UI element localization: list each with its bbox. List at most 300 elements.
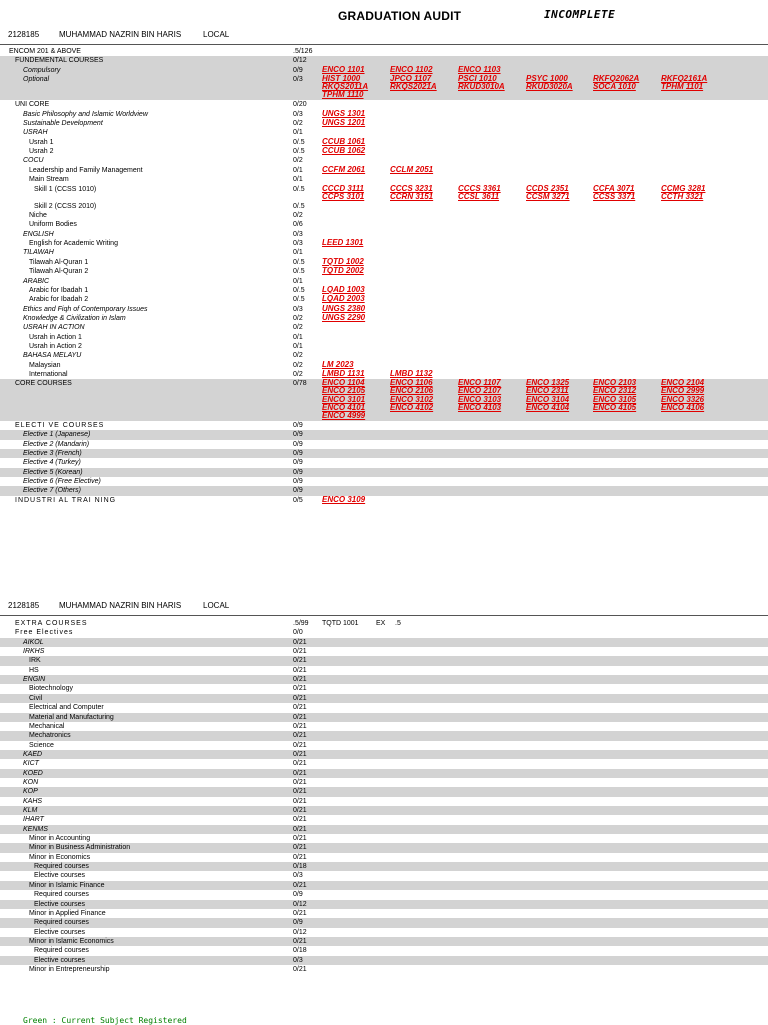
audit-row-elective-3-french [0, 449, 768, 458]
credit-count: .5/126 [293, 48, 313, 55]
credit-count: 0/21 [293, 769, 307, 777]
audit-row-elective-6-free-elective [0, 477, 768, 486]
student-type: LOCAL [203, 30, 230, 39]
requirement-label: Optional [23, 76, 50, 84]
requirement-label: Skill 1 (CCSS 1010) [34, 185, 97, 193]
audit-row-required-courses [0, 890, 768, 899]
student-name: MUHAMMAD NAZRIN BIN HARIS [59, 601, 182, 610]
credit-count: 0/21 [293, 713, 307, 721]
course-link-lqad-1003[interactable]: LQAD 1003 [322, 284, 365, 294]
credit-count: 0/18 [293, 947, 307, 955]
credit-count: 0/21 [293, 694, 307, 702]
course-link-soca-1010[interactable]: SOCA 1010 [593, 82, 636, 92]
audit-row-electrical-and-computer [0, 703, 768, 712]
credit-count: 0/1 [293, 176, 303, 184]
requirement-label: ELECTI VE COURSES [15, 421, 105, 429]
audit-row-niche [0, 211, 768, 220]
audit-row-elective-5-korean [0, 468, 768, 477]
requirement-label: Science [29, 741, 54, 749]
requirement-label: Required courses [34, 863, 89, 871]
requirement-label: Elective courses [34, 928, 85, 936]
credit-count: 0/21 [293, 937, 307, 945]
credit-count: 0/18 [293, 863, 307, 871]
credit-count: 0/21 [293, 807, 307, 814]
audit-row-mechatronics [0, 731, 768, 740]
course-link-enco-1325[interactable]: ENCO 1325 [526, 378, 570, 388]
credit-count: 0/9 [293, 449, 303, 457]
requirement-label: Free Electives [15, 629, 74, 637]
requirement-label: Usrah 1 [29, 138, 54, 146]
audit-row-arabic-for-ibadah-1 [0, 286, 768, 295]
course-link-enco-4102[interactable]: ENCO 4102 [390, 402, 434, 412]
audit-row-arabic-for-ibadah-2 [0, 295, 768, 304]
extra-course-code: EX [376, 620, 386, 627]
course-link-enco-2103[interactable]: ENCO 2103 [593, 378, 637, 388]
credit-count: 0/21 [293, 666, 307, 674]
course-link-ccth-3321[interactable]: CCTH 3321 [661, 191, 704, 201]
audit-row-tilawah-al-quran-2 [0, 267, 768, 276]
course-link-ccmg-3281[interactable]: CCMG 3281 [661, 183, 706, 193]
requirement-label: Niche [29, 212, 47, 220]
course-link-ccds-2351[interactable]: CCDS 2351 [526, 183, 569, 193]
requirement-label: ARABIC [23, 277, 50, 285]
audit-row-elective-7-others [0, 486, 768, 495]
audit-row-knowledge-civilization-in-islam [0, 314, 768, 323]
audit-row-irkhs [0, 647, 768, 656]
course-link-enco-2312[interactable]: ENCO 2312 [593, 386, 637, 396]
credit-count: 0/78 [293, 380, 307, 388]
credit-count: 0/2 [293, 324, 303, 332]
audit-row-elective-4-turkey [0, 458, 768, 467]
requirement-label: BAHASA MELAYU [23, 352, 82, 360]
requirement-label: Elective courses [34, 956, 85, 964]
audit-row-koed [0, 769, 768, 778]
extra-course-credit: .5 [395, 620, 401, 627]
course-link-tphm-1101[interactable]: TPHM 1101 [661, 82, 704, 92]
student-id: 2128185 [8, 601, 40, 610]
credit-count: 0/21 [293, 778, 307, 786]
requirement-label: Elective courses [34, 900, 85, 908]
requirement-label: Compulsory [23, 66, 61, 74]
course-link-leed-1301[interactable]: LEED 1301 [322, 238, 364, 248]
credit-count: 0/12 [293, 928, 307, 936]
credit-count: 0/21 [293, 909, 307, 917]
audit-row-aikol [0, 638, 768, 647]
audit-row-mechanical [0, 722, 768, 731]
credit-count: 0/21 [293, 648, 307, 656]
audit-row-english [0, 230, 768, 239]
requirement-label: Civil [29, 694, 43, 702]
requirement-label: Tilawah Al-Quran 1 [29, 258, 89, 266]
page-title: GRADUATION AUDIT [338, 9, 462, 23]
course-link-enco-4103[interactable]: ENCO 4103 [458, 402, 502, 412]
requirement-label: Required courses [34, 947, 89, 955]
credit-count: 0/3 [293, 240, 303, 248]
requirement-label: INDUSTRI AL TRAI NING [15, 496, 117, 504]
credit-count: 0/21 [293, 788, 307, 796]
audit-row-engin [0, 675, 768, 684]
audit-status: INCOMPLETE [544, 8, 616, 21]
audit-row-fundemental-courses [0, 56, 768, 65]
requirement-label: KOED [23, 769, 43, 777]
course-link-enco-4101[interactable]: ENCO 4101 [322, 402, 366, 412]
extra-course-course: TQTD 1001 [322, 620, 359, 627]
student-name: MUHAMMAD NAZRIN BIN HARIS [59, 30, 182, 39]
credit-count: 0/21 [293, 816, 307, 824]
audit-row-uni-core [0, 100, 768, 109]
audit-row-elective-courses [0, 928, 768, 937]
audit-row-klm [0, 806, 768, 815]
credit-count: .5/99 [293, 620, 309, 627]
audit-row-minor-in-islamic-economics [0, 937, 768, 946]
audit-row-kop [0, 787, 768, 796]
requirement-label: Elective 7 (Others) [23, 487, 81, 495]
requirement-label: KENMS [23, 825, 48, 833]
audit-header [0, 9, 768, 25]
audit-row-free-electives [0, 628, 768, 637]
credit-count: 0/21 [293, 722, 307, 730]
credit-count: 0/3 [293, 76, 303, 84]
audit-row-minor-in-accounting [0, 834, 768, 843]
credit-count: 0/9 [293, 440, 303, 448]
audit-row-cocu [0, 156, 768, 165]
audit-row-science [0, 741, 768, 750]
requirement-label: Mechatronics [29, 732, 71, 740]
requirement-label: Basic Philosophy and Islamic Worldview [23, 110, 148, 118]
audit-row-international [0, 370, 768, 379]
credit-count: 0/1 [293, 166, 303, 174]
audit-row-biotechnology [0, 684, 768, 693]
credit-count: 0/9 [293, 459, 303, 467]
course-link-enco-4104[interactable]: ENCO 4104 [526, 402, 570, 412]
requirement-label: Tilawah Al-Quran 2 [29, 268, 89, 276]
requirement-label: Required courses [34, 919, 89, 927]
course-link-cccs-3231[interactable]: CCCS 3231 [390, 183, 433, 193]
requirement-label: TILAWAH [23, 249, 54, 257]
course-link-ccfa-3071[interactable]: CCFA 3071 [593, 183, 635, 193]
requirement-label: IRK [29, 657, 41, 665]
requirement-label: USRAH [23, 129, 48, 137]
credit-count: 0/21 [293, 881, 307, 889]
course-link-ungs-2380[interactable]: UNGS 2380 [322, 303, 366, 313]
audit-row-arabic [0, 277, 768, 286]
audit-row-elective-courses [0, 900, 768, 909]
requirement-label: Electrical and Computer [29, 704, 104, 712]
course-link-rkfq2161a[interactable]: RKFQ2161A [661, 74, 708, 84]
course-link-enco-1104[interactable]: ENCO 1104 [322, 378, 365, 388]
credit-count: 0/.5 [293, 202, 305, 210]
course-link-rkqs2011a[interactable]: RKQS2011A [322, 82, 369, 92]
credit-count: 0/1 [293, 129, 303, 137]
course-link-cclm-2051[interactable]: CCLM 2051 [390, 164, 434, 174]
requirement-label: AIKOL [23, 638, 44, 646]
credit-count: 0/21 [293, 657, 307, 665]
credit-count: 0/21 [293, 741, 307, 749]
course-link-cccd-3111[interactable]: CCCD 3111 [322, 183, 364, 193]
audit-row-minor-in-entrepreneurship [0, 965, 768, 974]
credit-count: 0/.5 [293, 268, 305, 276]
course-link-enco-1101[interactable]: ENCO 1101 [322, 64, 365, 74]
requirement-label: Uniform Bodies [29, 221, 77, 229]
requirement-label: EXTRA COURSES [15, 620, 88, 627]
requirement-label: KICT [23, 760, 39, 768]
requirement-label: Minor in Islamic Economics [29, 937, 114, 945]
course-link-lmbd-1132[interactable]: LMBD 1132 [390, 369, 433, 378]
course-link-enco-3105[interactable]: ENCO 3105 [593, 394, 637, 404]
audit-row-kon [0, 778, 768, 787]
requirement-label: ENGLISH [23, 230, 54, 238]
course-link-ccub-1062[interactable]: CCUB 1062 [322, 146, 366, 156]
student-id: 2128185 [8, 30, 40, 39]
audit-row-minor-in-applied-finance [0, 909, 768, 918]
course-link-enco-1103[interactable]: ENCO 1103 [458, 64, 501, 74]
course-link-ccsm-3271[interactable]: CCSM 3271 [526, 191, 570, 201]
credit-count: 0/0 [293, 629, 303, 637]
credit-count: 0/21 [293, 750, 307, 758]
credit-count: 0/9 [293, 431, 303, 439]
requirement-label: Minor in Accounting [29, 835, 91, 843]
requirement-label: Elective 4 (Turkey) [23, 459, 81, 467]
audit-row-malaysian [0, 361, 768, 370]
requirement-label: ENGIN [23, 676, 46, 684]
credit-count: 0/6 [293, 221, 303, 229]
course-link-ccub-1061[interactable]: CCUB 1061 [322, 136, 366, 146]
credit-count: 0/9 [293, 919, 303, 927]
audit-row-minor-in-islamic-finance [0, 881, 768, 890]
audit-row-kenms [0, 825, 768, 834]
course-link-enco-1102[interactable]: ENCO 1102 [390, 64, 433, 74]
audit-row-tilawah [0, 248, 768, 257]
course-link-enco-1107[interactable]: ENCO 1107 [458, 378, 501, 388]
course-link-enco-4105[interactable]: ENCO 4105 [593, 402, 637, 412]
requirement-label: KON [23, 778, 39, 786]
requirement-label: Sustainable Development [23, 120, 103, 128]
requirement-label: International [29, 371, 68, 378]
requirement-label: KAED [23, 750, 43, 758]
course-link-enco-2106[interactable]: ENCO 2106 [390, 386, 434, 396]
credit-count: 0/9 [293, 477, 303, 485]
requirement-label: English for Academic Writing [29, 240, 118, 248]
audit-row-elective-2-mandarin [0, 440, 768, 449]
course-link-ungs-2290[interactable]: UNGS 2290 [322, 312, 366, 322]
requirement-label: ENCOM 201 & ABOVE [9, 48, 81, 55]
audit-row-kahs [0, 797, 768, 806]
credit-count: 0/21 [293, 797, 307, 805]
course-link-ccps-3101[interactable]: CCPS 3101 [322, 191, 365, 201]
course-link-lmbd-1131[interactable]: LMBD 1131 [322, 369, 365, 378]
credit-count: 0/12 [293, 57, 307, 65]
course-link-rkfq2062a[interactable]: RKFQ2062A [593, 74, 640, 84]
requirement-label: KLM [23, 807, 38, 814]
requirement-label: Elective 1 (Japanese) [23, 431, 91, 439]
credit-count: 0/21 [293, 825, 307, 833]
requirement-label: Usrah in Action 1 [29, 333, 82, 341]
requirement-label: Minor in Business Administration [29, 844, 131, 852]
course-link-enco-2999[interactable]: ENCO 2999 [661, 386, 705, 396]
audit-row-optional [0, 75, 768, 100]
course-link-enco-3102[interactable]: ENCO 3102 [390, 394, 434, 404]
course-link-hist-1000[interactable]: HIST 1000 [322, 74, 361, 84]
requirement-label: Main Stream [29, 176, 69, 184]
credit-count: 0/3 [293, 305, 303, 313]
requirement-label: UNI CORE [15, 101, 50, 109]
audit-row-usrah-in-action-2 [0, 342, 768, 351]
requirement-label: Biotechnology [29, 685, 73, 693]
audit-row-usrah [0, 128, 768, 137]
requirement-label: IRKHS [23, 648, 45, 656]
course-link-enco-4106[interactable]: ENCO 4106 [661, 402, 705, 412]
course-link-rkud3010a[interactable]: RKUD3010A [458, 82, 505, 92]
credit-count: 0/.5 [293, 185, 305, 193]
requirement-label: CORE COURSES [15, 380, 72, 388]
requirement-label: Elective 5 (Korean) [23, 468, 83, 476]
course-link-psci-1010[interactable]: PSCI 1010 [458, 74, 497, 84]
credit-count: 0/9 [293, 421, 303, 429]
student-info-2 [8, 601, 768, 613]
course-link-rkqs2021a[interactable]: RKQS2021A [390, 82, 437, 92]
requirement-label: IHART [23, 816, 44, 824]
course-link-enco-2104[interactable]: ENCO 2104 [661, 378, 705, 388]
audit-row-usrah-in-action-1 [0, 333, 768, 342]
course-link-enco-3109[interactable]: ENCO 3109 [322, 494, 366, 504]
audit-row-industri-al-trai-ning [0, 496, 768, 505]
credit-count: 0/.5 [293, 148, 305, 156]
audit-row-usrah-1 [0, 138, 768, 147]
course-link-ungs-1201[interactable]: UNGS 1201 [322, 118, 366, 128]
course-link-lm-2023[interactable]: LM 2023 [322, 359, 354, 369]
audit-row-electi-ve-courses [0, 421, 768, 430]
credit-count: 0/21 [293, 685, 307, 693]
course-link-enco-3101[interactable]: ENCO 3101 [322, 394, 366, 404]
course-link-enco-2105[interactable]: ENCO 2105 [322, 386, 366, 396]
credit-count: 0/3 [293, 110, 303, 118]
audit-row-basic-philosophy-and-islamic-worldview [0, 110, 768, 119]
credit-count: 0/9 [293, 487, 303, 495]
course-link-jpco-1107[interactable]: JPCO 1107 [390, 74, 432, 84]
course-link-lqad-2003[interactable]: LQAD 2003 [322, 294, 365, 304]
audit-row-core-courses [0, 379, 768, 421]
requirement-label: FUNDEMENTAL COURSES [15, 57, 104, 65]
course-link-enco-2107[interactable]: ENCO 2107 [458, 386, 502, 396]
audit-row-compulsory [0, 66, 768, 75]
credit-count: 0/9 [293, 66, 303, 74]
audit-row-kaed [0, 750, 768, 759]
course-link-ccss-3371[interactable]: CCSS 3371 [593, 191, 636, 201]
requirement-label: Arabic for Ibadah 1 [29, 286, 89, 294]
requirement-label: Ethics and Fiqh of Contemporary Issues [23, 305, 148, 313]
audit-row-uniform-bodies [0, 220, 768, 229]
credit-count: 0/21 [293, 676, 307, 684]
course-link-rkud3020a[interactable]: RKUD3020A [526, 82, 573, 92]
requirement-label: Minor in Economics [29, 853, 91, 861]
divider [0, 44, 768, 45]
requirement-label: Mechanical [29, 722, 65, 730]
course-link-enco-3104[interactable]: ENCO 3104 [526, 394, 570, 404]
credit-count: 0/21 [293, 853, 307, 861]
credit-count: 0/2 [293, 120, 303, 128]
audit-row-hs [0, 666, 768, 675]
credit-count: 0/2 [293, 314, 303, 322]
requirement-label: Elective 2 (Mandarin) [23, 440, 90, 448]
audit-row-bahasa-melayu [0, 351, 768, 360]
requirement-label: HS [29, 666, 39, 674]
audit-row-english-for-academic-writing [0, 239, 768, 248]
requirement-label: USRAH IN ACTION [23, 324, 85, 332]
course-link-tqtd-2002[interactable]: TQTD 2002 [322, 266, 364, 276]
requirement-label: KOP [23, 788, 38, 796]
student-type: LOCAL [203, 601, 230, 610]
credit-count: 0/12 [293, 900, 307, 908]
course-link-ungs-1301[interactable]: UNGS 1301 [322, 108, 366, 118]
course-link-enco-4999[interactable]: ENCO 4999 [322, 410, 366, 420]
legend: Green : Current Subject Registered [23, 1016, 187, 1025]
credit-count: 0/.5 [293, 296, 305, 304]
audit-row-elective-1-japanese [0, 430, 768, 439]
credit-count: 0/21 [293, 835, 307, 843]
credit-count: 0/3 [293, 872, 303, 880]
requirement-label: Arabic for Ibadah 2 [29, 296, 89, 304]
course-link-enco-2311[interactable]: ENCO 2311 [526, 386, 569, 396]
course-link-ccrn-3151[interactable]: CCRN 3151 [390, 191, 434, 201]
credit-count: 0/3 [293, 230, 303, 238]
credit-count: 0/3 [293, 956, 303, 964]
course-link-ccsl-3611[interactable]: CCSL 3611 [458, 191, 500, 201]
divider [0, 615, 768, 616]
requirement-label: Required courses [34, 891, 89, 899]
credit-count: 0/5 [293, 496, 303, 504]
credit-count: 0/21 [293, 732, 307, 740]
requirement-label: Elective 6 (Free Elective) [23, 477, 101, 485]
student-info [8, 30, 768, 42]
course-link-cccs-3361[interactable]: CCCS 3361 [458, 183, 501, 193]
audit-row-minor-in-economics [0, 853, 768, 862]
course-link-enco-3326[interactable]: ENCO 3326 [661, 394, 705, 404]
audit-row-elective-courses [0, 956, 768, 965]
course-link-ccfm-2061[interactable]: CCFM 2061 [322, 164, 366, 174]
credit-count: 0/21 [293, 844, 307, 852]
credit-count: 0/2 [293, 352, 303, 360]
credit-count: 0/1 [293, 249, 303, 257]
course-link-enco-1106[interactable]: ENCO 1106 [390, 378, 433, 388]
requirement-label: Usrah in Action 2 [29, 342, 82, 350]
requirement-label: KAHS [23, 797, 43, 805]
requirement-label: Minor in Entrepreneurship [29, 965, 110, 973]
credit-count: 0/2 [293, 361, 303, 369]
credit-count: 0/21 [293, 760, 307, 768]
credit-count: 0/21 [293, 638, 307, 646]
credit-count: 0/.5 [293, 286, 305, 294]
course-link-psyc-1000[interactable]: PSYC 1000 [526, 74, 568, 84]
requirement-label: COCU [23, 157, 44, 165]
course-link-enco-3103[interactable]: ENCO 3103 [458, 394, 502, 404]
audit-row-ihart [0, 815, 768, 824]
audit-row-extra-courses [0, 619, 768, 628]
audit-row-kict [0, 759, 768, 768]
audit-row-encom-201-above [0, 47, 768, 56]
audit-row-minor-in-business-administration [0, 843, 768, 852]
audit-row-required-courses [0, 918, 768, 927]
course-link-tqtd-1002[interactable]: TQTD 1002 [322, 256, 364, 266]
credit-count: 0/1 [293, 342, 303, 350]
requirement-label: Minor in Applied Finance [29, 909, 106, 917]
audit-row-irk [0, 656, 768, 665]
audit-row-tilawah-al-quran-1 [0, 258, 768, 267]
audit-row-ethics-and-fiqh-of-contemporary-issues [0, 305, 768, 314]
credit-count: 0/20 [293, 101, 307, 109]
requirement-label: Elective courses [34, 872, 85, 880]
course-link-tphm-1110[interactable]: TPHM 1110 [322, 90, 364, 100]
audit-row-leadership-and-family-management [0, 166, 768, 175]
